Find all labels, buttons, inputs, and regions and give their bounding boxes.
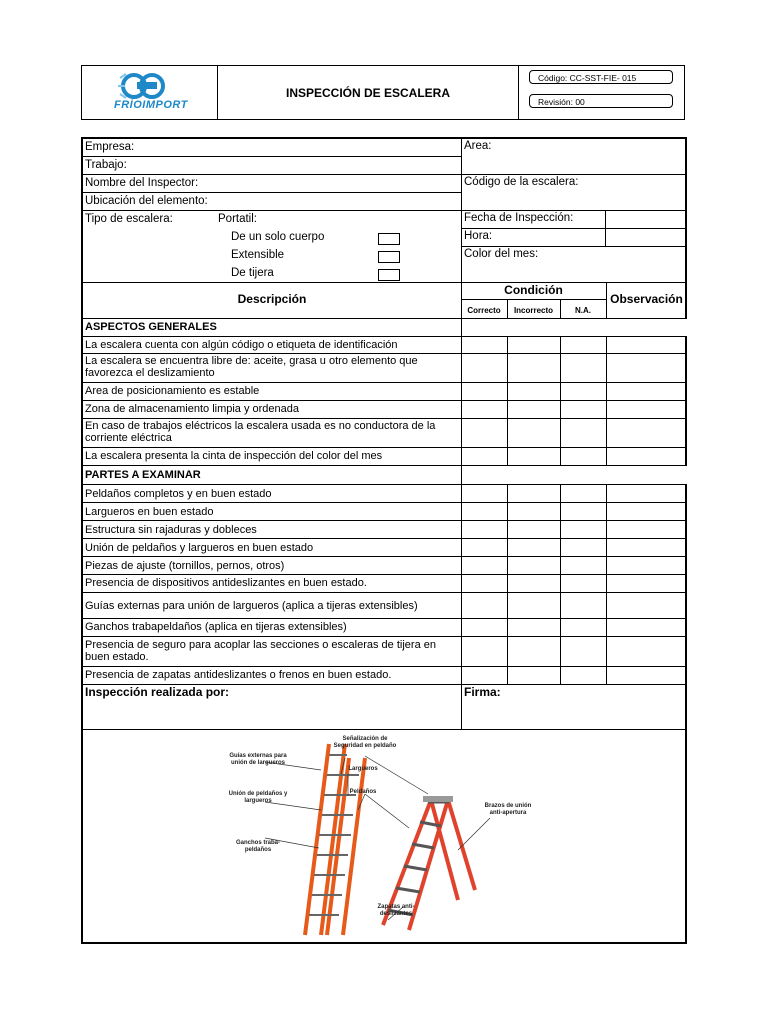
firma-label: Firma: [464,685,501,699]
tipo-option-1-checkbox[interactable] [378,233,400,245]
area-label: Area: [464,140,492,152]
condicion-header: Condición [504,283,563,297]
correcto-header: Correcto [467,306,501,315]
tipo-option-1: De un solo cuerpo [231,231,325,243]
row-description: La escalera presenta la cinta de inspección del color del mes [85,450,383,462]
row-description: Presencia de zapatas antideslizantes o frenos en buen estado. [85,669,392,681]
document-codes [519,66,684,119]
label-largueros: Largueros [348,766,378,772]
document-header [81,65,685,120]
label-peldanos: Peldaños [349,789,377,795]
color-mes-label: Color del mes: [464,248,539,260]
row-description: Piezas de ajuste (tornillos, pernos, otros) [85,560,285,572]
logo-graphic-icon [82,66,217,121]
row-description: La escalera cuenta con algún código o etiqueta de identificación [85,339,398,351]
tipo-option-3-checkbox[interactable] [378,269,400,281]
inspeccion-realizada-label: Inspección realizada por: [85,685,230,699]
label-brazos-union: Brazos de unión anti-apertura [484,803,532,816]
row-description: Zona de almacenamiento limpia y ordenada [85,403,300,415]
row-description: Presencia de seguro para acoplar las secciones o escaleras de tijera en buen estado. [85,639,436,663]
hora-label: Hora: [464,230,493,242]
row-description: La escalera se encuentra libre de: aceite, grasa u otro elemento que favorezca el deslizamiento [85,355,418,379]
document-revision: Revisión: 00 [529,94,673,108]
row-description: Area de posicionamiento es estable [85,385,260,397]
section-partes-examinar: PARTES A EXAMINAR [85,469,201,481]
descripcion-header: Descripción [237,292,307,306]
label-guias-externas: Guías externas para unión de largueros [229,753,287,766]
label-union-peldanos: Unión de peldaños y largueros [228,791,288,804]
label-zapatas: Zapatas anti-deslizantes [377,904,415,917]
trabajo-label: Trabajo: [85,159,127,171]
document-code: Código: CC-SST-FIE- 015 [529,70,673,84]
company-logo [82,66,218,119]
ladder-diagram [83,730,687,942]
fecha-label: Fecha de Inspección: [464,212,574,224]
section-aspectos-generales: ASPECTOS GENERALES [85,321,217,333]
tipo-escalera-label: Tipo de escalera: [85,213,173,225]
row-description: Peldaños completos y en buen estado [85,488,272,500]
empresa-label: Empresa: [85,141,135,153]
label-ganchos: Ganchos traba-peldaños [235,840,280,853]
tipo-option-3: De tijera [231,267,274,279]
inspection-form [81,137,687,944]
row-description: Guías externas para unión de largueros (aplica a tijeras extensibles) [85,600,418,612]
row-description: Largueros en buen estado [85,506,214,518]
label-senalizacion: Señalización de Seguridad en peldaño [333,736,397,749]
observacion-header: Observación [610,292,683,306]
row-description: Presencia de dispositivos antideslizantes en buen estado. [85,577,367,589]
row-description: Unión de peldaños y largueros en buen estado [85,542,314,554]
document-title: INSPECCIÓN DE ESCALERA [218,66,519,119]
tipo-option-2-checkbox[interactable] [378,251,400,263]
row-description: En caso de trabajos eléctricos la escalera usada es no conductora de la corriente eléctrica [85,420,436,444]
incorrecto-header: Incorrecto [513,306,554,315]
portatil-label: Portatil: [218,213,257,225]
row-description: Estructura sin rajaduras y dobleces [85,524,257,536]
row-description: Ganchos trabapeldaños (aplica en tijeras extensibles) [85,621,347,633]
logo-text: FRÍOIMPORT [114,99,188,111]
codigo-escalera-label: Código de la escalera: [464,176,579,188]
tipo-option-2: Extensible [231,249,285,261]
ubicacion-label: Ubicación del elemento: [85,195,208,207]
na-header: N.A. [575,306,591,315]
inspector-label: Nombre del Inspector: [85,177,199,189]
